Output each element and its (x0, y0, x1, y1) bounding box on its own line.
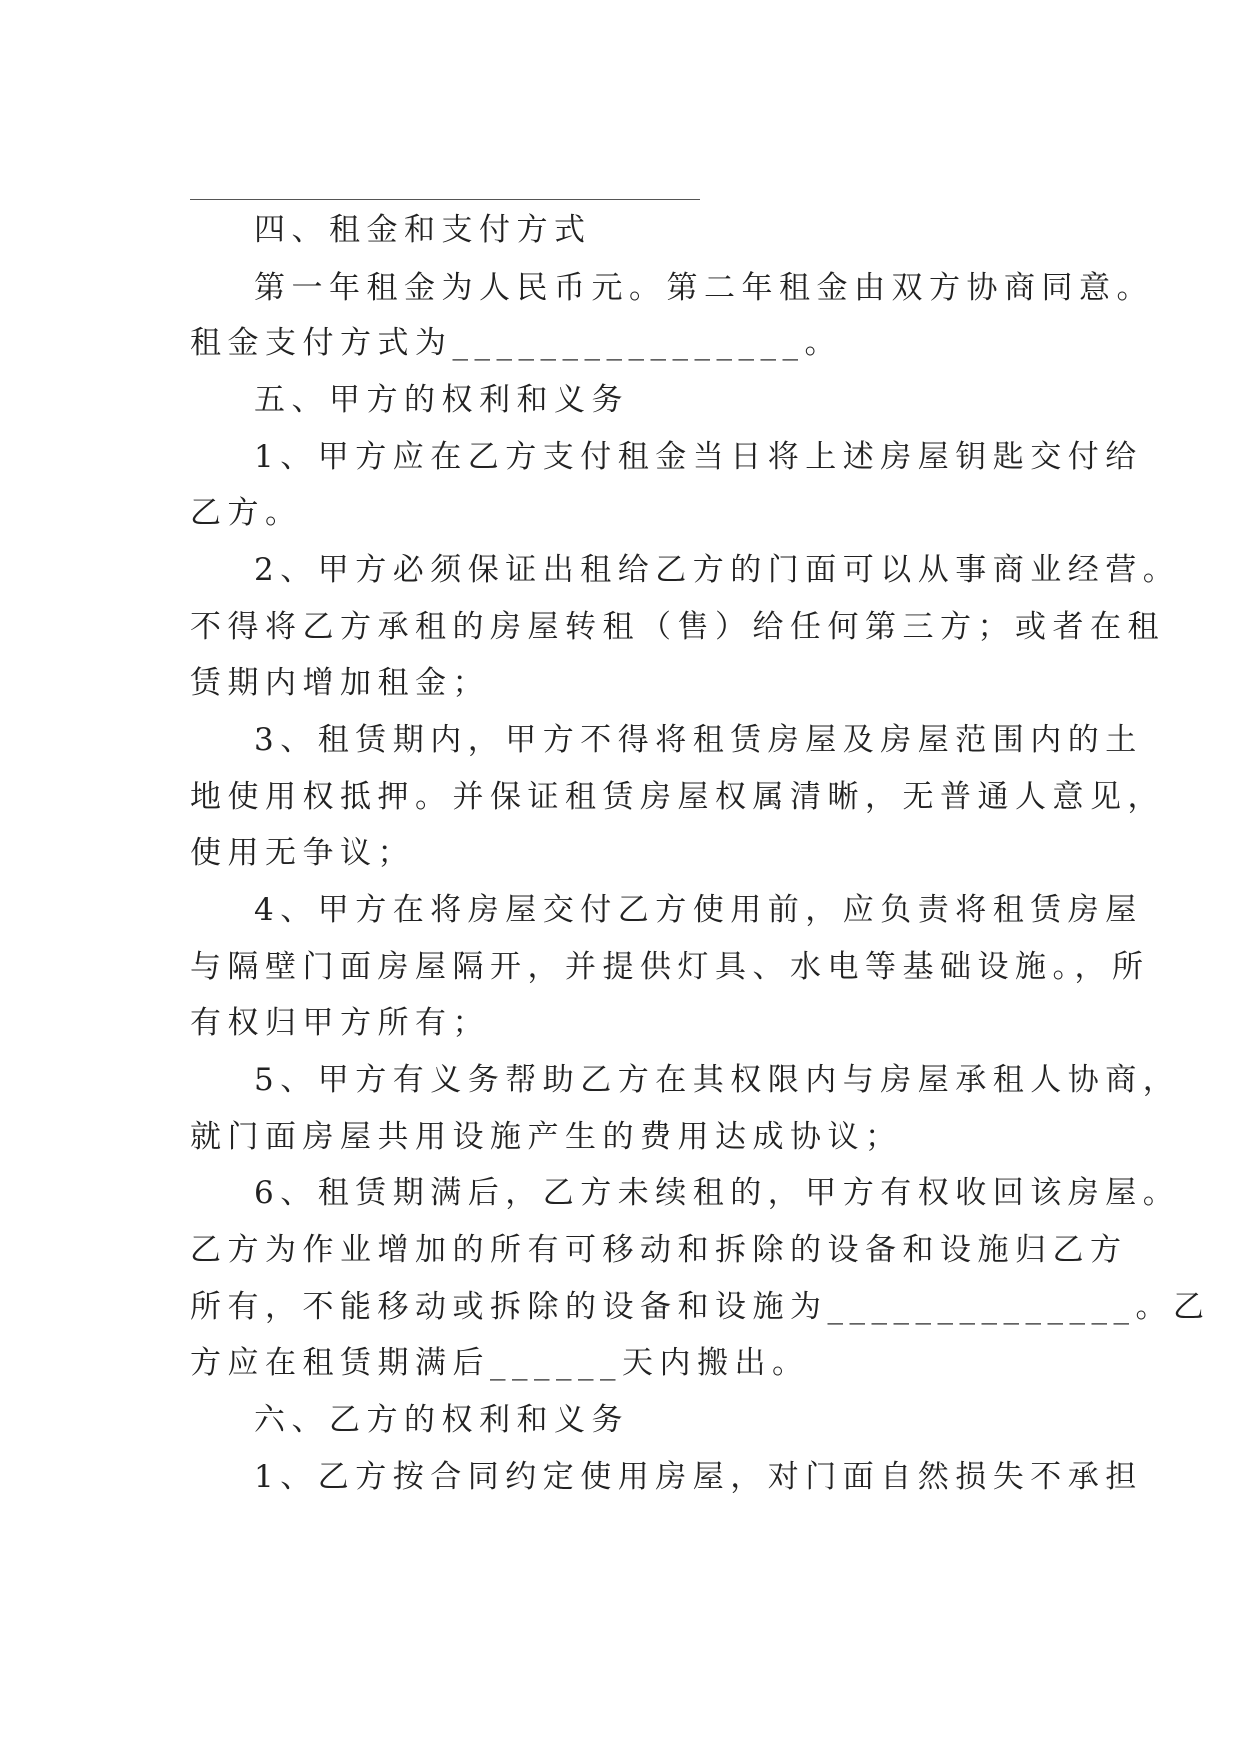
paragraph-line: 使用无争议； (190, 835, 415, 871)
paragraph-line: 与隔壁门面房屋隔开，并提供灯具、水电等基础设施。，所 (190, 949, 1150, 985)
paragraph-line: 4、甲方在将房屋交付乙方使用前，应负责将租赁房屋 (254, 892, 1143, 928)
paragraph-line: 方应在租赁期满后______天内搬出。 (190, 1345, 810, 1381)
section-heading-rent: 四、租金和支付方式 (254, 212, 592, 248)
paragraph-line: 1、乙方按合同约定使用房屋，对门面自然损失不承担 (254, 1459, 1143, 1495)
paragraph-line: 就门面房屋共用设施产生的费用达成协议； (190, 1119, 903, 1155)
paragraph-line: 第一年租金为人民币元。第二年租金由双方协商同意。 (254, 270, 1154, 306)
paragraph-line: 乙方。 (190, 495, 303, 531)
paragraph-line: 5、甲方有义务帮助乙方在其权限内与房屋承租人协商， (254, 1062, 1181, 1098)
paragraph-line: 租金支付方式为________________。 (190, 325, 842, 361)
paragraph-line: 赁期内增加租金； (190, 665, 490, 701)
top-rule (190, 199, 700, 200)
paragraph-line: 1、甲方应在乙方支付租金当日将上述房屋钥匙交付给 (254, 439, 1143, 475)
paragraph-line: 不得将乙方承租的房屋转租（售）给任何第三方；或者在租 (190, 609, 1165, 645)
section-heading-party-b: 六、乙方的权利和义务 (254, 1402, 629, 1438)
section-heading-party-a: 五、甲方的权利和义务 (254, 382, 629, 418)
paragraph-line: 有权归甲方所有； (190, 1005, 490, 1041)
paragraph-line: 6、租赁期满后，乙方未续租的，甲方有权收回该房屋。 (254, 1175, 1181, 1211)
paragraph-line: 地使用权抵押。并保证租赁房屋权属清晰，无普通人意见， (190, 779, 1165, 815)
paragraph-line: 2、甲方必须保证出租给乙方的门面可以从事商业经营。 (254, 552, 1181, 588)
paragraph-line: 所有，不能移动或拆除的设备和设施为______________。乙 (190, 1289, 1211, 1325)
paragraph-line: 3、租赁期内，甲方不得将租赁房屋及房屋范围内的土 (254, 722, 1143, 758)
paragraph-line: 乙方为作业增加的所有可移动和拆除的设备和设施归乙方 (190, 1232, 1128, 1268)
